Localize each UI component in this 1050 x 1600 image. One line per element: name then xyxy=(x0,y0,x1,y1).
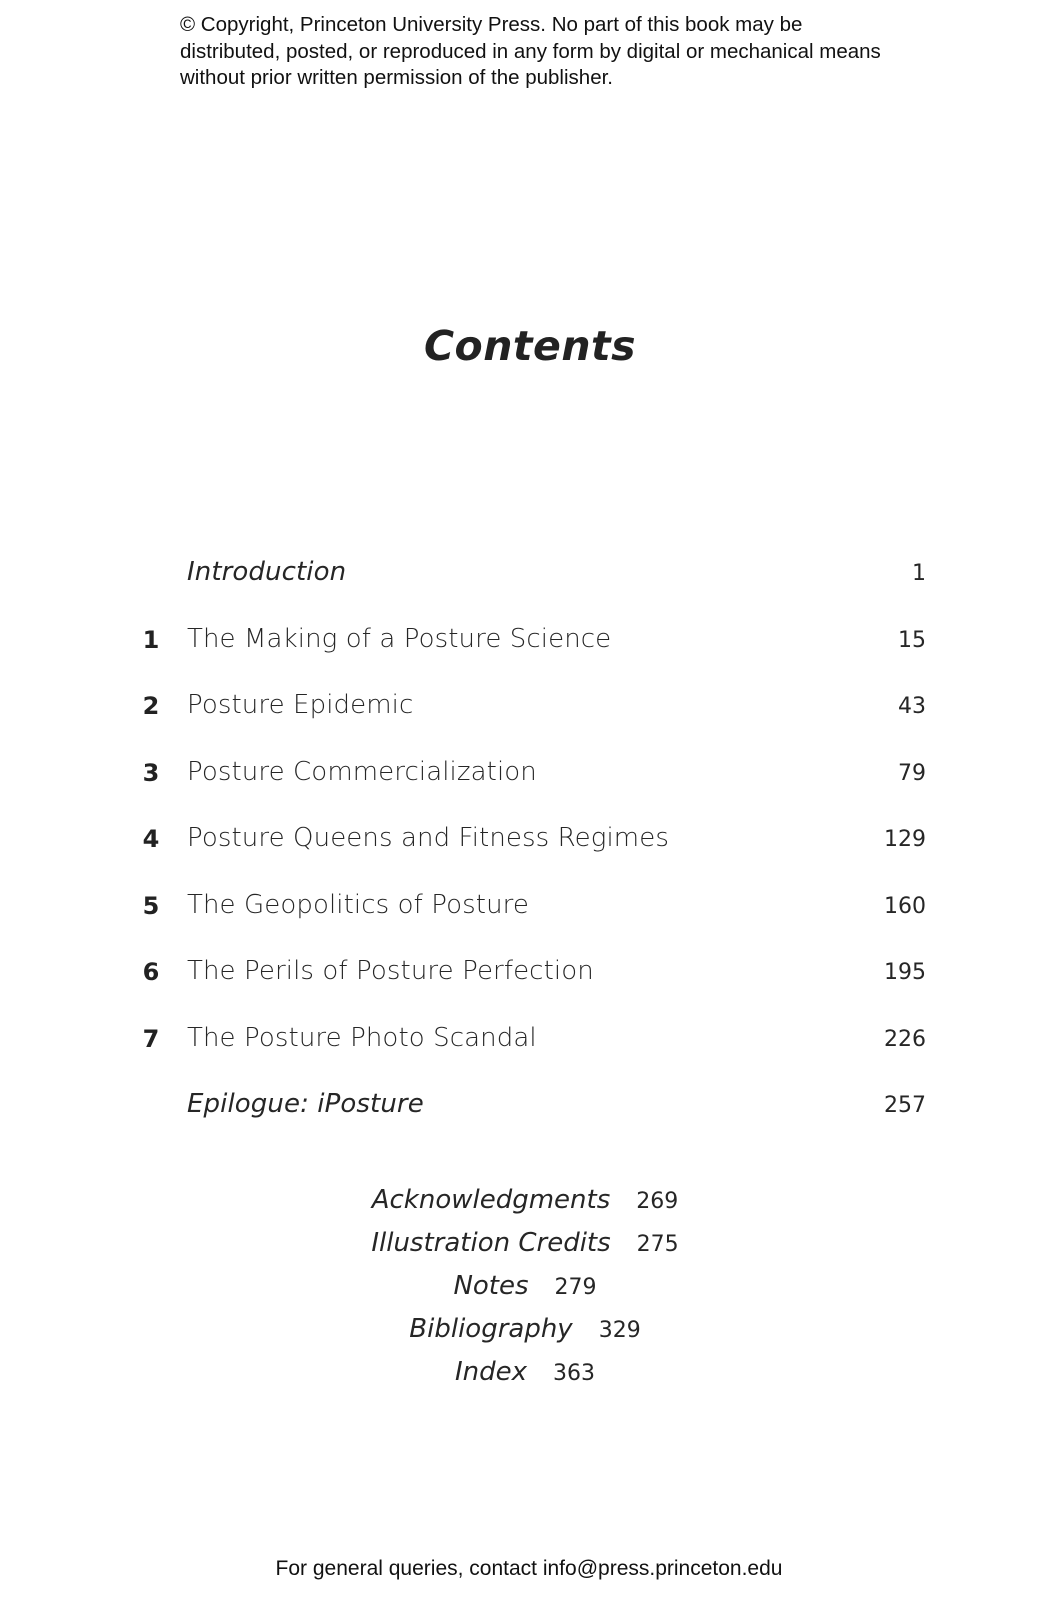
back-matter-item-illustration-credits[interactable] xyxy=(0,1228,1050,1271)
chapter-number: 7 xyxy=(142,1024,160,1053)
back-matter-item-index[interactable] xyxy=(0,1357,1050,1400)
page-number: 1 xyxy=(912,561,926,586)
page-number: 79 xyxy=(898,760,926,786)
toc-entry-epilogue[interactable] xyxy=(0,1087,1050,1154)
copyright-notice: © Copyright, Princeton University Press. No part of this book may be distributed, posted, or reproduced in any form by digital or mechanical means without prior written permission of the publisher. xyxy=(180,13,881,89)
back-matter-item-notes[interactable] xyxy=(0,1271,1050,1314)
chapter-title: Posture Commercialization xyxy=(187,756,537,787)
back-matter-item-bibliography[interactable] xyxy=(0,1314,1050,1357)
table-of-contents xyxy=(0,555,1050,1154)
chapter-number: 1 xyxy=(142,625,160,654)
back-matter-title: Index xyxy=(454,1357,528,1387)
page-number: 195 xyxy=(884,960,926,985)
toc-entry-chapter-4[interactable] xyxy=(0,821,1050,888)
chapter-title: Introduction xyxy=(187,557,347,587)
toc-entry-introduction[interactable] xyxy=(0,555,1050,622)
chapter-number: 5 xyxy=(142,891,160,920)
page-number: 160 xyxy=(884,893,926,919)
back-matter-title: Notes xyxy=(453,1271,529,1301)
chapter-title: The Making of a Posture Science xyxy=(187,623,612,654)
chapter-number: 6 xyxy=(142,958,160,986)
chapter-title: The Perils of Posture Perfection xyxy=(187,956,594,986)
chapter-title: The Posture Photo Scandal xyxy=(187,1022,537,1053)
back-matter-page: 329 xyxy=(598,1318,641,1343)
chapter-title: Epilogue: iPosture xyxy=(187,1089,424,1119)
back-matter-title: Illustration Credits xyxy=(371,1228,611,1258)
back-matter-title: Acknowledgments xyxy=(371,1185,611,1215)
chapter-number: 3 xyxy=(142,758,160,787)
chapter-number: 4 xyxy=(142,825,160,853)
chapter-title: Posture Queens and Fitness Regimes xyxy=(187,823,669,853)
page-number: 226 xyxy=(884,1026,926,1052)
toc-entry-chapter-5[interactable] xyxy=(0,888,1050,955)
back-matter-page: 275 xyxy=(636,1232,679,1257)
chapter-title: The Geopolitics of Posture xyxy=(187,889,529,920)
back-matter-page: 269 xyxy=(636,1189,679,1214)
chapter-number: 2 xyxy=(142,692,160,720)
back-matter-page: 363 xyxy=(553,1361,596,1386)
page-number: 15 xyxy=(898,627,926,653)
page-title: Contents xyxy=(423,322,637,370)
toc-entry-chapter-3[interactable] xyxy=(0,755,1050,822)
toc-entry-chapter-6[interactable] xyxy=(0,954,1050,1021)
back-matter-title: Bibliography xyxy=(409,1314,573,1344)
back-matter-item-acknowledgments[interactable] xyxy=(0,1185,1050,1228)
toc-entry-chapter-2[interactable] xyxy=(0,688,1050,755)
chapter-title: Posture Epidemic xyxy=(187,690,414,720)
page-number: 257 xyxy=(884,1093,926,1118)
toc-entry-chapter-7[interactable] xyxy=(0,1021,1050,1088)
back-matter-page: 279 xyxy=(554,1275,597,1300)
page-number: 43 xyxy=(898,694,926,719)
page-number: 129 xyxy=(884,827,926,852)
back-matter-list xyxy=(0,1185,1050,1400)
footer-contact: For general queries, contact info@press.princeton.edu xyxy=(275,1557,783,1580)
toc-entry-chapter-1[interactable] xyxy=(0,622,1050,689)
